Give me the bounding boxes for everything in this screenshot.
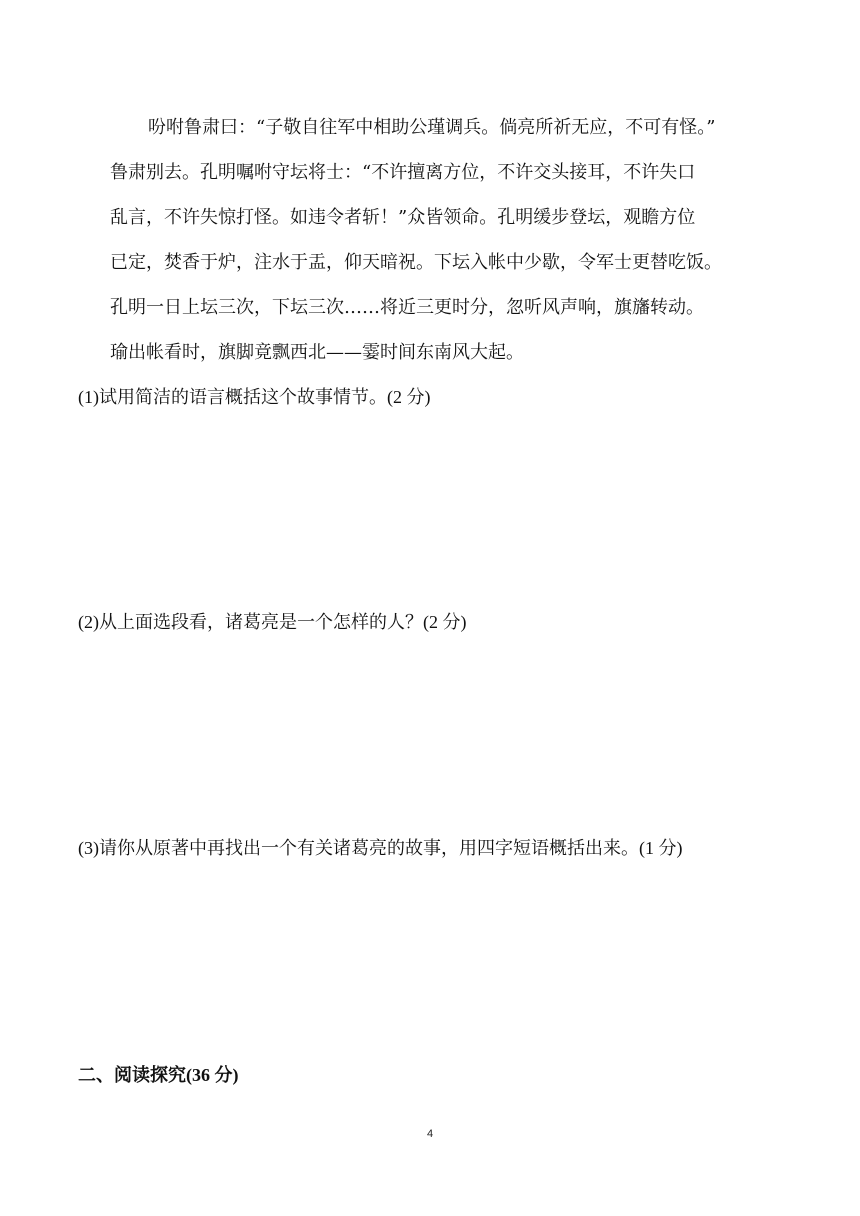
page-number: 4: [426, 1128, 434, 1140]
passage-line-2: 鲁肃别去。孔明嘱咐守坛将士：“不许擅离方位，不许交头接耳，不许失口: [110, 162, 696, 183]
question-3: (3)请你从原著中再找出一个有关诸葛亮的故事，用四字短语概括出来。(1 分): [78, 838, 683, 858]
question-1: (1)试用简洁的语言概括这个故事情节。(2 分): [78, 387, 431, 407]
passage-line-6: 瑜出帐看时，旗脚竟飘西北——霎时间东南风大起。: [110, 342, 524, 363]
question-2: (2)从上面选段看，诸葛亮是一个怎样的人？(2 分): [78, 612, 467, 632]
passage-line-4: 已定，焚香于炉，注水于盂，仰天暗祝。下坛入帐中少歇，令军士更替吃饭。: [110, 252, 722, 273]
section-title: 二、阅读探究(36 分): [78, 1065, 239, 1085]
passage-line-5: 孔明一日上坛三次，下坛三次……将近三更时分，忽听风声响，旗旛转动。: [110, 297, 704, 318]
passage-line-1: 吩咐鲁肃曰：“子敬自往军中相助公瑾调兵。倘亮所祈无应，不可有怪。”: [148, 117, 716, 138]
passage-line-3: 乱言，不许失惊打怪。如违令者斩！”众皆领命。孔明缓步登坛，观瞻方位: [110, 207, 696, 228]
